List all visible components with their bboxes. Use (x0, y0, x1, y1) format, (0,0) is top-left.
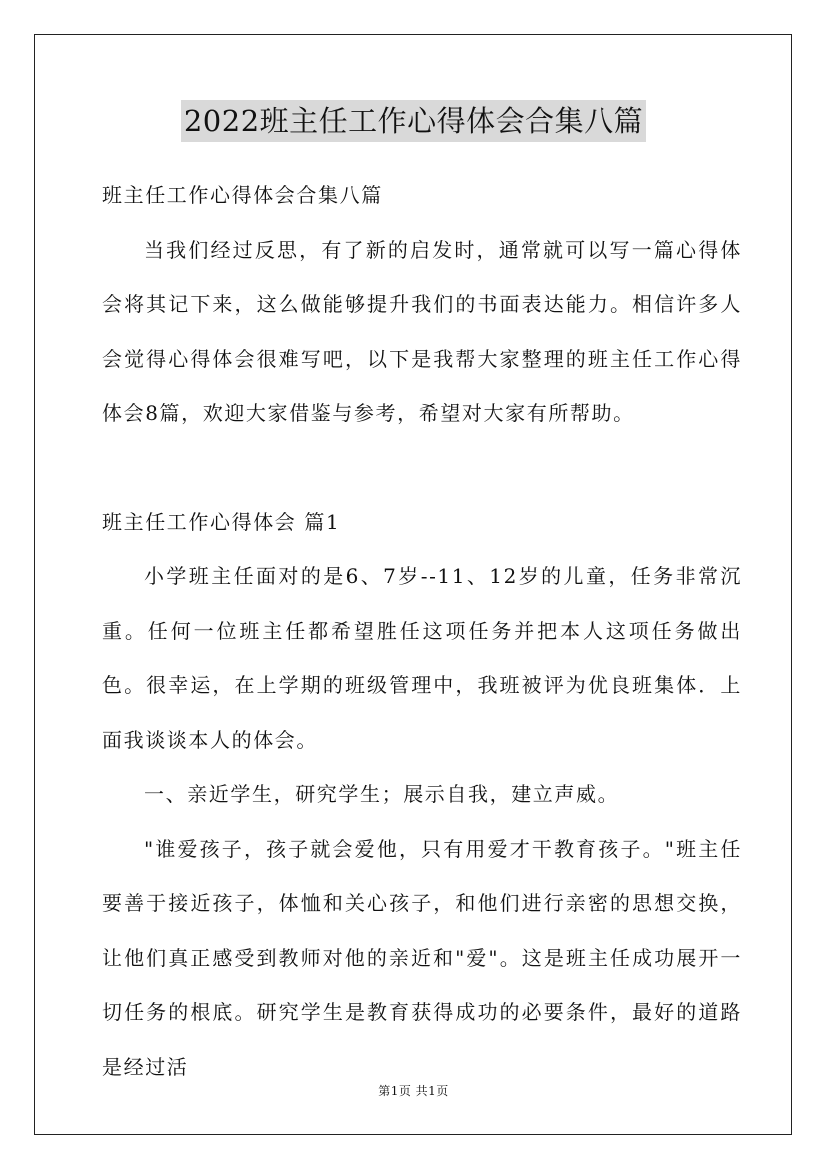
section-heading: 班主任工作心得体会 篇1 (102, 509, 341, 534)
title-container (0, 100, 827, 142)
intro-paragraph: 当我们经过反思，有了新的启发时，通常就可以写一篇心得体会将其记下来，这么做能够提升我们的书面表达能力。相信许多人会觉得心得体会很难写吧，以下是我帮大家整理的班主任工作心得体会8篇，欢迎大家借鉴与参考，希望对大家有所帮助。 (102, 237, 742, 425)
document-title: 2022班主任工作心得体会合集八篇 (181, 100, 646, 142)
subtitle: 班主任工作心得体会合集八篇 (102, 183, 383, 207)
point-heading: 一、亲近学生，研究学生；展示自我，建立声威。 (144, 782, 620, 806)
body-paragraph: 小学班主任面对的是6、7岁--11、12岁的儿童，任务非常沉重。任何一位班主任都希望胜任这项任务并把本人这项任务做出色。很幸运，在上学期的班级管理中，我班被评为优良班集体．上面我谈谈本人的体会。 (102, 564, 742, 752)
body-paragraph-2: "谁爱孩子，孩子就会爱他，只有用爱才干教育孩子。"班主任要善于接近孩子，体恤和关心孩子，和他们进行亲密的思想交换，让他们真正感受到教师对他的亲近和"爱"。这是班主任成功展开一切任务的根底。研究学生是教育获得成功的必要条件，最好的道路是经过活 (102, 836, 742, 1079)
document-body (102, 168, 742, 1094)
section-spacer (102, 441, 742, 495)
page-number: 第1页 共1页 (378, 1084, 449, 1098)
